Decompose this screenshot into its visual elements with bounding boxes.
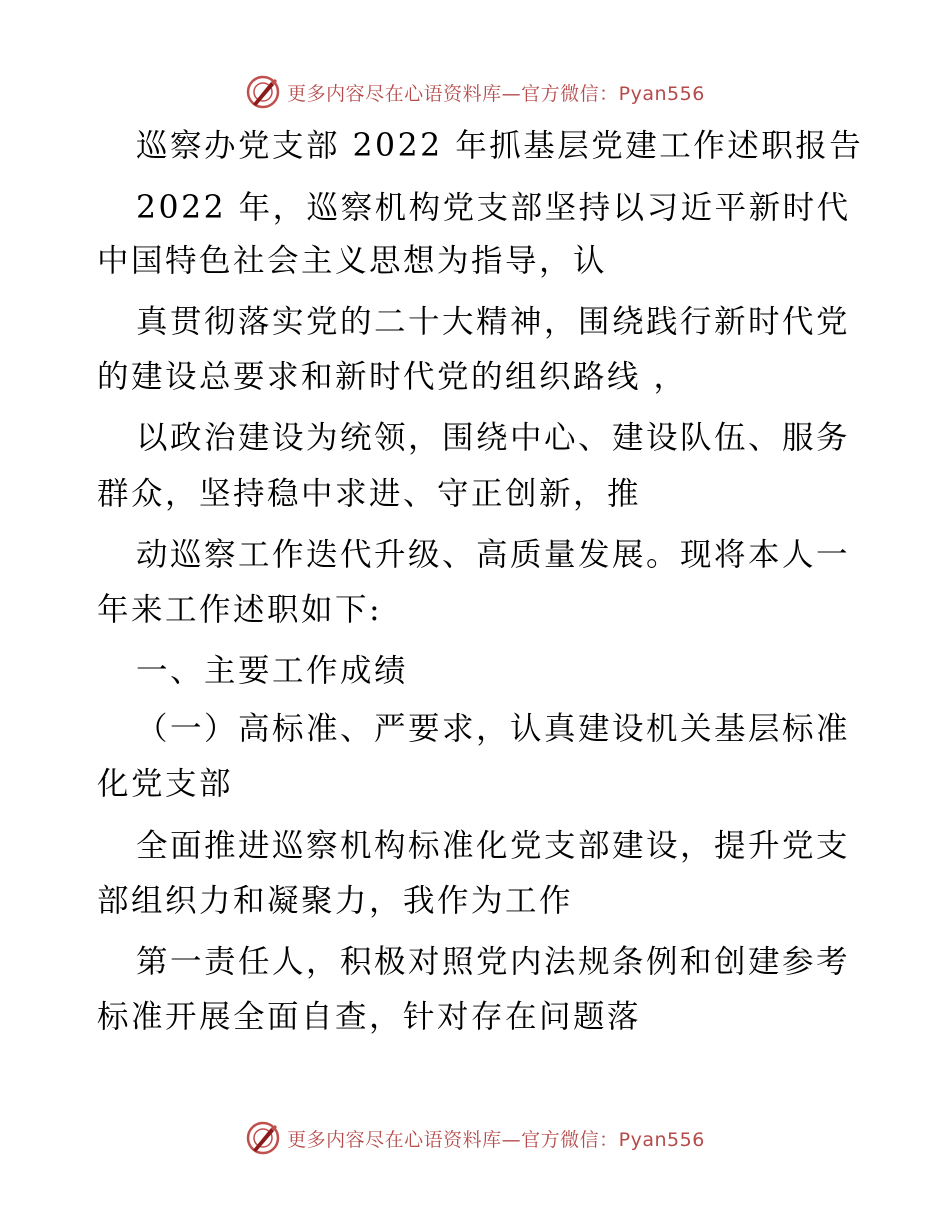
- text-line: 以政治建设为统领，围绕中心、建设队伍、服务: [136, 420, 851, 456]
- text-line: 全面推进巡察机构标准化党支部建设，提升党支: [136, 828, 851, 864]
- text-line: 化党支部: [97, 766, 234, 802]
- watermark-text: 更多内容尽在心语资料库—官方微信：Pyan556: [287, 82, 705, 105]
- document-title: 巡察办党支部 2022 年抓基层党建工作述职报告: [136, 128, 864, 164]
- watermark-footer: [0, 1116, 950, 1160]
- text-line: 第一责任人，积极对照党内法规条例和创建参考: [136, 944, 851, 980]
- subsection-heading: （一）高标准、严要求，认真建设机关基层标准: [136, 711, 851, 747]
- text-line: 标准开展全面自查，针对存在问题落: [97, 999, 642, 1035]
- text-line: 年来工作述职如下:: [97, 592, 383, 628]
- text-line: 群众，坚持稳中求进、守正创新，推: [97, 476, 642, 512]
- watermark-header: [0, 70, 950, 114]
- pen-logo-icon: [245, 1120, 281, 1156]
- pen-logo-icon: [245, 74, 281, 110]
- text-line: 2022 年，巡察机构党支部坚持以习近平新时代: [136, 190, 851, 226]
- text-line: 动巡察工作迭代升级、高质量发展。现将本人一: [136, 537, 851, 573]
- text-line: 的建设总要求和新时代党的组织路线 ，: [97, 359, 688, 395]
- section-heading: 一、主要工作成绩: [136, 653, 409, 689]
- text-line: 部组织力和凝聚力，我作为工作: [97, 883, 574, 919]
- text-line: 中国特色社会主义思想为指导，认: [97, 243, 608, 279]
- text-line: 真贯彻落实党的二十大精神，围绕践行新时代党: [136, 304, 851, 340]
- watermark-text: 更多内容尽在心语资料库—官方微信：Pyan556: [287, 1128, 705, 1151]
